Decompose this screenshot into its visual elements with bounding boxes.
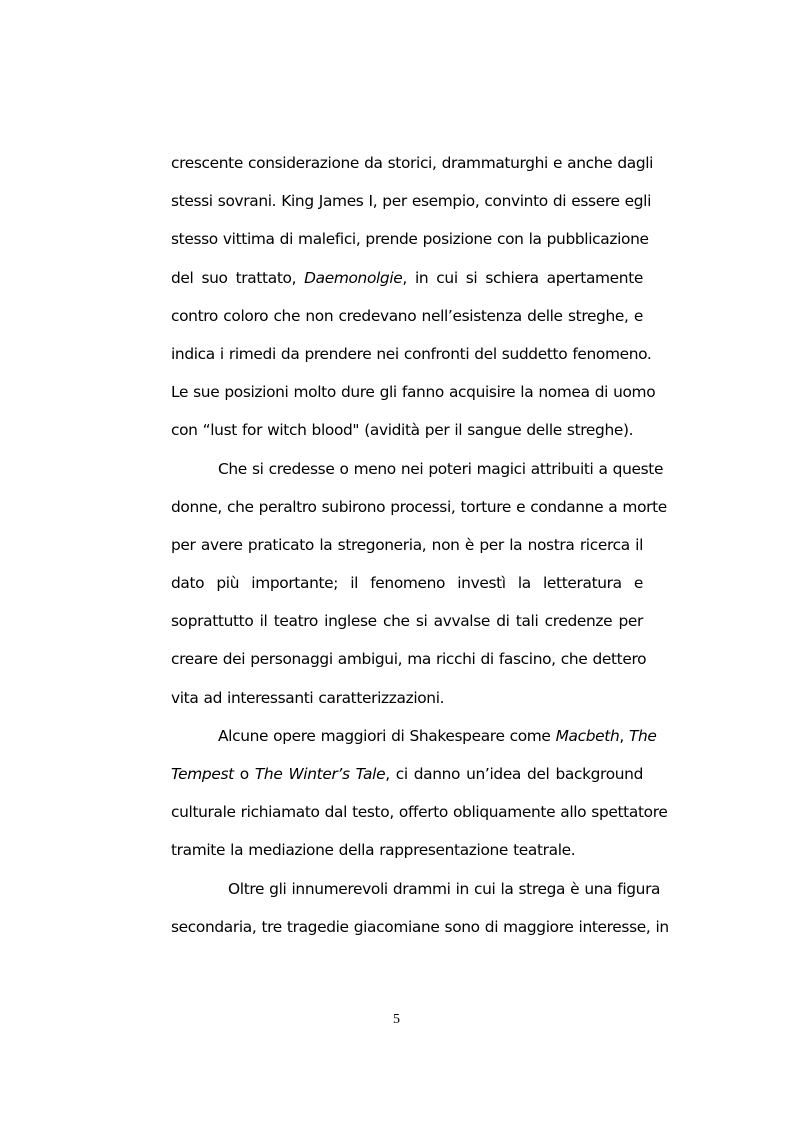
text-line: donne, che peraltro subirono processi, torture e condanne a morte bbox=[171, 497, 667, 516]
paragraph-first-line: Oltre gli innumerevoli drammi in cui la strega è una figura bbox=[228, 879, 661, 898]
paragraph-first-line: Che si credesse o meno nei poteri magici attribuiti a queste bbox=[218, 459, 664, 478]
play-title: The bbox=[628, 726, 657, 745]
paragraph-first-line: Alcune opere maggiori di Shakespeare come Macbeth, The bbox=[218, 726, 657, 745]
text-line: del suo trattato, Daemonolgie, in cui si schiera apertamente bbox=[171, 268, 643, 287]
play-title: Macbeth bbox=[555, 726, 620, 745]
text-line: contro coloro che non credevano nell’esistenza delle streghe, e bbox=[171, 306, 643, 325]
play-title: The Winter’s Tale bbox=[254, 765, 386, 783]
text-line: vita ad interessanti caratterizzazioni. bbox=[171, 688, 445, 707]
text-line: con “lust for witch blood" (avidità per il sangue delle streghe). bbox=[171, 421, 634, 440]
page-number: 5 bbox=[393, 1012, 400, 1027]
text-line: stessi sovrani. King James I, per esempio, convinto di essere egli bbox=[171, 192, 652, 211]
text-line: per avere praticato la stregoneria, non è per la nostra ricerca il bbox=[171, 535, 643, 554]
text-line: soprattutto il teatro inglese che si avvalse di tali credenze per bbox=[171, 612, 643, 631]
body-text bbox=[171, 144, 669, 946]
text-line: stesso vittima di malefici, prende posizione con la pubblicazione bbox=[171, 230, 649, 249]
play-title: Tempest bbox=[171, 765, 234, 783]
text-line: tramite la mediazione della rappresentazione teatrale. bbox=[171, 841, 576, 860]
text-line: Le sue posizioni molto dure gli fanno acquisire la nomea di uomo bbox=[171, 383, 656, 402]
text-line: secondaria, tre tragedie giacomiane sono di maggiore interesse, in bbox=[171, 917, 669, 936]
text-line: indica i rimedi da prendere nei confronti del suddetto fenomeno. bbox=[171, 344, 652, 363]
text-line: creare dei personaggi ambigui, ma ricchi di fascino, che dettero bbox=[171, 650, 647, 669]
text-line: Tempest o The Winter’s Tale, ci danno un’idea del background bbox=[171, 765, 643, 783]
book-title: Daemonolgie bbox=[304, 268, 403, 287]
text-line: culturale richiamato dal testo, offerto obliquamente allo spettatore bbox=[171, 803, 668, 822]
text-line: crescente considerazione da storici, drammaturghi e anche dagli bbox=[171, 154, 654, 172]
text-line: dato più importante; il fenomeno investì la letteratura e bbox=[171, 574, 643, 593]
